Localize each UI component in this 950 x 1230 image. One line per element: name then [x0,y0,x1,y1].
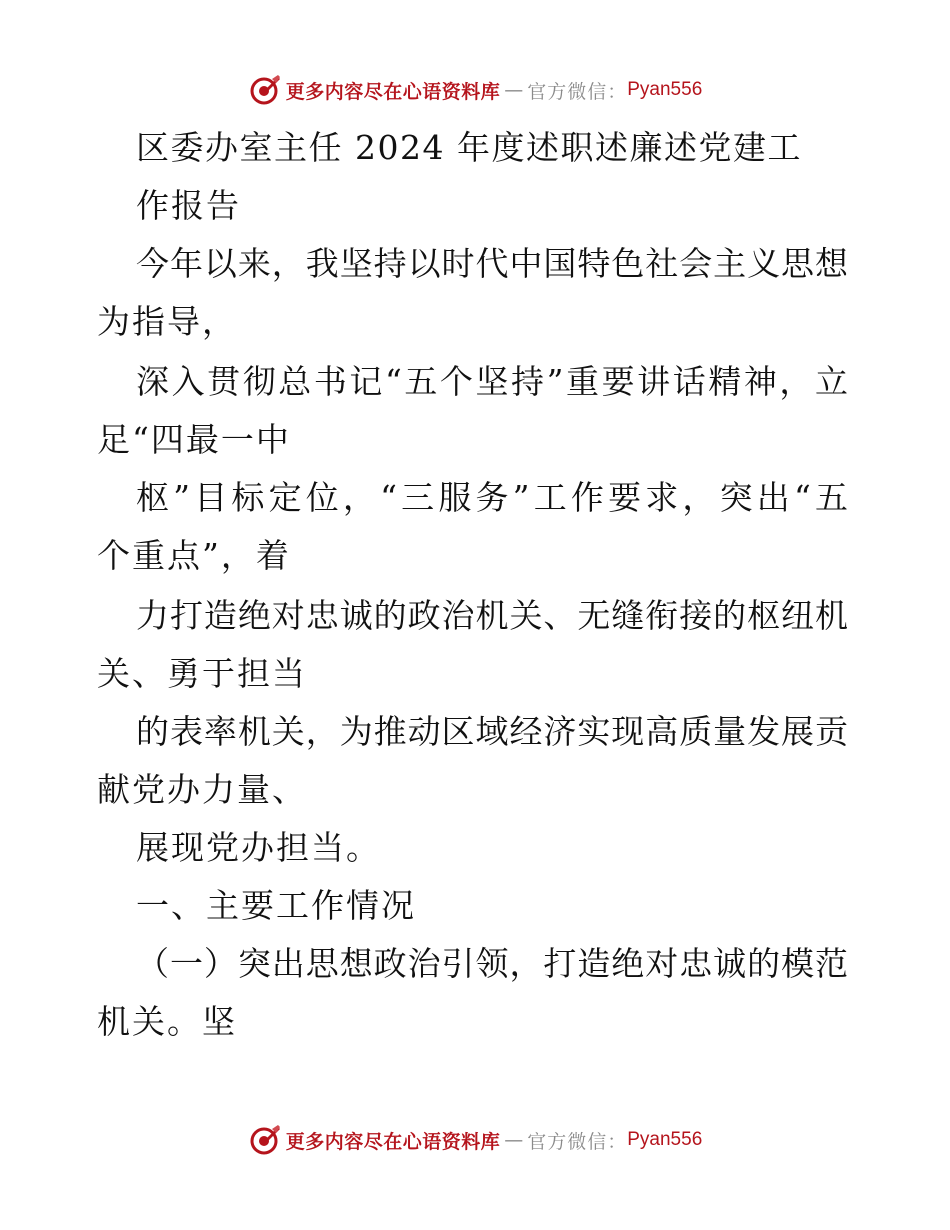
doc-title-line-2: 作报告 [136,186,241,225]
paragraph-line: 机关。坚 [97,1002,237,1041]
paragraph-line: 足“四最一中 [97,420,291,459]
paragraph-line: 展现党办担当。 [136,828,381,867]
banner-wechat-id: Pyan556 [627,79,703,100]
paragraph-line: 为指导， [97,302,237,341]
paragraph-line: 今年以来，我坚持以时代中国特色社会主义思想 [136,244,848,283]
paragraph-line: 献党办力量、 [97,770,307,809]
banner-wechat-label: 官方微信： [527,1130,628,1153]
footer-banner [0,1120,950,1160]
section-heading: 一、主要工作情况 [136,886,416,925]
banner-separator: — [504,79,524,101]
doc-title-line-1: 区委办室主任 2024 年度述职述廉述党建工 [136,128,802,167]
paragraph-line: 深入贯彻总书记“五个坚持”重要讲话精神，立 [136,362,848,401]
banner-text: 更多内容尽在心语资料库 [285,1130,501,1153]
quill-logo-icon [248,73,282,107]
paragraph-line: （一）突出思想政治引领，打造绝对忠诚的模范 [136,944,848,983]
paragraph-line: 的表率机关，为推动区域经济实现高质量发展贡 [136,712,848,751]
paragraph-line: 关、勇于担当 [97,654,307,693]
quill-logo-icon [248,1123,282,1157]
banner-wechat-id: Pyan556 [627,1129,703,1150]
banner-separator: — [504,1129,524,1151]
paragraph-line: 力打造绝对忠诚的政治机关、无缝衔接的枢纽机 [136,596,848,635]
banner-wechat-label: 官方微信： [527,80,628,103]
paragraph-line: 枢”目标定位，“三服务”工作要求，突出“五 [136,478,848,517]
banner-text: 更多内容尽在心语资料库 [285,80,501,103]
header-banner [0,70,950,110]
paragraph-line: 个重点”，着 [97,536,291,575]
